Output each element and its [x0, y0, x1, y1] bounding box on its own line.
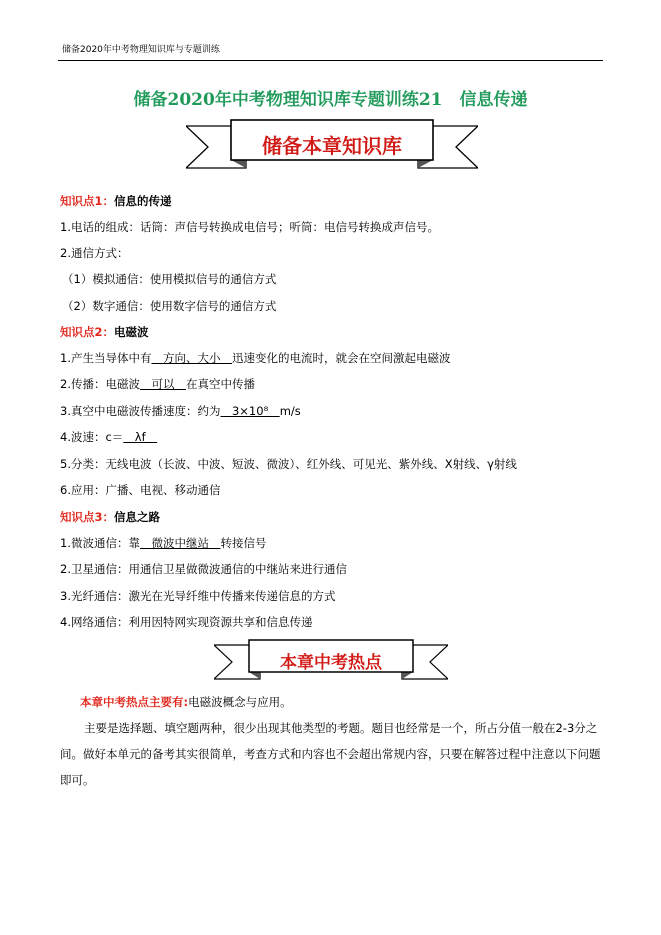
kp1-label: 知识点1：: [60, 194, 115, 208]
text: 2.传播：电磁波: [60, 377, 140, 391]
text: 在真空中传播: [185, 377, 255, 391]
kp2-label: 知识点2：: [60, 325, 115, 339]
kp1-item: （2）数字通信：使用数字信号的通信方式: [62, 299, 277, 313]
kp3-line4: 4.网络通信：利用因特网实现资源共享和信息传递: [60, 615, 313, 629]
page-title: 储备2020年中考物理知识库专题训练21 信息传递: [133, 90, 528, 110]
banner-knowledge-label: 储备本章知识库: [262, 134, 402, 158]
kp2-line1: [60, 350, 450, 366]
fill-answer: 可以: [139, 377, 186, 391]
kp2-line5: 5.分类：无线电波（长波、中波、短波、微波）、红外线、可见光、紫外线、X射线、γ射线: [60, 457, 517, 471]
kp2-line6: 6.应用：广播、电视、移动通信: [60, 483, 221, 497]
kp1-item: （1）模拟通信：使用模拟信号的通信方式: [62, 272, 277, 286]
kp3-line3: 3.光纤通信：激光在光导纤维中传播来传递信息的方式: [60, 589, 336, 603]
text: 转接信号: [220, 536, 267, 550]
kp3-label: 知识点3：: [60, 510, 115, 524]
hot-paragraph: 主要是选择题、填空题两种，很少出现其他类型的考题。题目也经常是一个，所占分值一般在2-3分之间。做好本单元的备考其实很简单，考查方式和内容也不会超出常规内容，只要在解答过程中注意以下问题即可。: [60, 721, 601, 787]
kp3-line2: 2.卫星通信：用通信卫星做微波通信的中继站来进行通信: [60, 562, 347, 576]
kp2-line2: [60, 376, 255, 392]
kp1-title: 信息的传递: [114, 194, 172, 208]
kp2-heading: [60, 324, 149, 340]
kp2-line3: [60, 403, 301, 419]
fill-answer: 方向、大小: [151, 351, 232, 365]
kp1-heading: [60, 193, 172, 209]
banner-hotspots-label: 本章中考热点: [280, 653, 382, 673]
text: 3.真空中电磁波传播速度：约为: [60, 404, 221, 418]
hot-label: 本章中考热点主要有:: [80, 695, 189, 709]
kp3-title: 信息之路: [114, 510, 161, 524]
kp3-heading: [60, 509, 160, 525]
text: 1.微波通信：靠: [60, 536, 140, 550]
text: m/s: [279, 404, 301, 418]
kp2-line4: [60, 429, 157, 445]
hot-text: 电磁波概念与应用。: [188, 695, 292, 709]
hot-intro: [80, 694, 292, 710]
kp1-item: 2.通信方式：: [60, 246, 129, 260]
text: 1.产生当导体中有: [60, 351, 152, 365]
header-divider: [58, 60, 603, 61]
text: 迅速变化的电流时，就会在空间激起电磁波: [231, 351, 451, 365]
fill-answer: λf: [123, 430, 158, 444]
text: 4.波速：c＝: [60, 430, 124, 444]
kp1-item: 1.电话的组成：话筒：声信号转换成电信号；听筒：电信号转换成声信号。: [60, 220, 439, 234]
fill-answer: 微波中继站: [139, 536, 221, 550]
header-note: 储备2020年中考物理知识库与专题训练: [62, 45, 220, 55]
kp2-title: 电磁波: [114, 325, 149, 339]
fill-answer: 3×10⁸: [220, 404, 280, 418]
kp3-line1: [60, 535, 266, 551]
